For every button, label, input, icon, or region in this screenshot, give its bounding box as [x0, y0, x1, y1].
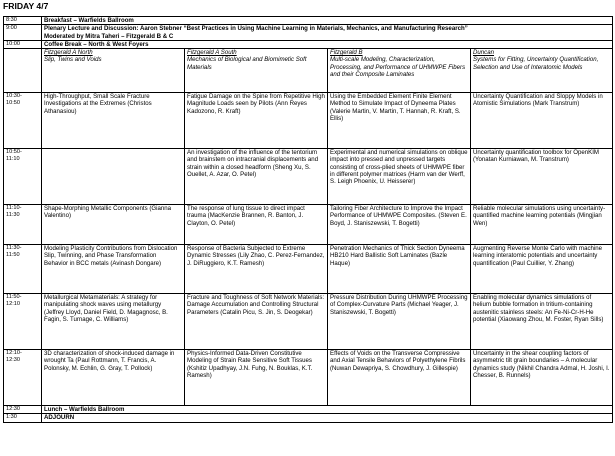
talk-cell: High-Throughput, Small Scale Fracture Investigations at the Extremes (Christos Athanasiou) [42, 93, 185, 149]
room-header [42, 49, 185, 93]
track-name: Slip, Twins and Voids [44, 56, 102, 64]
talk-cell: Fracture and Toughness of Soft Network Materials: Damage Accumulation and Controlling Structural Parameters (Catalin Picu, S. Jin, S. Deogekar) [185, 294, 328, 350]
talk-cell: Uncertainty in the shear coupling factors of asymmetric tilt grain boundaries – A molecular dynamics study (Nikhil Chandra Admal, H. Joshi, I. Chesser, B. Runnels) [471, 350, 613, 406]
coffee-row [4, 40, 613, 48]
event-cell: Breakfast – Warfields Ballroom [42, 17, 613, 25]
slot-row [4, 93, 613, 149]
time-cell: 10:30- 10:50 [4, 93, 42, 149]
room-header [185, 49, 328, 93]
adjourn-row [4, 414, 613, 422]
time-cell: 8:30 [4, 17, 42, 25]
talk-cell: Shape-Morphing Metallic Components (Gianna Valentino) [42, 205, 185, 245]
talk-cell: Tailoring Fiber Architecture to Improve the Impact Performance of UHMWPE Composites. (Steven E. Boyd, J. Staniszewski, T. Bogetti) [328, 205, 471, 245]
room-name: Fitzgerald A North [44, 49, 93, 57]
talk-cell: Enabling molecular dynamics simulations of helium bubble formation in tritium-containing austenitic stainless steels: An Fe-Ni-Cr-H-He potential (Xiaowang Zhou, M. Foster, Ryan Sills) [471, 294, 613, 350]
room-header [328, 49, 471, 93]
talk-cell: Response of Bacteria Subjected to Extreme Dynamic Stresses (Lily Zhao, C. Perez-Fernandez, J. DiRuggiero, K.T. Ramesh) [185, 245, 328, 294]
lunch-row [4, 406, 613, 414]
talk-cell: Physics-Informed Data-Driven Constitutive Modeling of Strain Rate Sensitive Soft Tissues (Kshitiz Upadhyay, J.N. Fuhg, N. Bouklas, K.T. Ramesh) [185, 350, 328, 406]
talk-cell: Uncertainty Quantification and Sloppy Models in Atomistic Simulations (Mark Transtrum) [471, 93, 613, 149]
talk-cell: Using the Embedded Element Finite Element Method to Simulate Impact of Dyneema Plates (Valerie Martin, V. Martin, T. Hannah, R. Kraft, S. Ellis) [328, 93, 471, 149]
event-cell: ADJOURN [42, 414, 613, 422]
talk-cell: 3D characterization of shock-induced damage in wrought Ta (Paul Rottmann, T. Francis, A. Polonsky, M. Echlin, G. Gray, T. Pollock) [42, 350, 185, 406]
time-cell: 10:00 [4, 40, 42, 48]
time-cell: 11:30- 11:50 [4, 245, 42, 294]
room-name: Duncan [473, 49, 495, 57]
talk-cell: Uncertainty quantification toolbox for OpenKIM (Yonatan Kurniawan, M. Transtrum) [471, 149, 613, 205]
room-name: Fitzgerald B [330, 49, 363, 57]
slot-row [4, 205, 613, 245]
time-cell: 10:50- 11:10 [4, 149, 42, 205]
plenary-moderator: Moderated by Mitra Taheri – Fitzgerald B & C [44, 32, 174, 40]
slot-row [4, 294, 613, 350]
room-header [471, 49, 613, 93]
track-name: Mechanics of Biological and Biomimetic Soft Materials [187, 56, 307, 71]
talk-cell [42, 149, 185, 205]
talk-cell: The response of lung tissue to direct impact trauma (MacKenzie Brannen, R. Banton, J. Clayton, O. Petel) [185, 205, 328, 245]
slot-row [4, 350, 613, 406]
time-cell: 11:50- 12:10 [4, 294, 42, 350]
time-cell: 1:30 [4, 414, 42, 422]
time-cell: 9:00 [4, 25, 42, 41]
schedule-table [3, 16, 613, 423]
talk-cell: Augmenting Reverse Monte Carlo with machine learning interatomic potentials and uncertainty quantification (Paul Cuillier, Y. Zhang) [471, 245, 613, 294]
time-cell: 12:10- 12:30 [4, 350, 42, 406]
track-name: Multi-scale Modeling, Characterization, Processing, and Performance of UHMWPE Fibers and their Composite Laminates [330, 56, 466, 79]
talk-cell: Modeling Plasticity Contributions from Dislocation Slip, Twinning, and Phase Transformation Behavior in BCC metals (Avinash Dongare) [42, 245, 185, 294]
room-header-row [4, 49, 613, 93]
event-cell: Lunch – Warfields Ballroom [42, 406, 613, 414]
slot-row [4, 245, 613, 294]
time-cell [4, 49, 42, 93]
day-title: FRIDAY 4/7 [3, 1, 49, 11]
talk-cell: Penetration Mechanics of Thick Section Dyneema HB210 Hard Ballistic Soft Laminates (Bazle Haque) [328, 245, 471, 294]
track-name: Systems for Fitting, Uncertainty Quantification, Selection and Use of Interatomic Models [473, 56, 599, 71]
talk-cell: Effects of Voids on the Transverse Compressive and Axial Tensile Behaviors of Polyethylene Fibrils (Nuwan Dewapriya, S. Chowdhury, J. Gillespie) [328, 350, 471, 406]
talk-cell: An investigation of the influence of the tentorium and brainstem on intracranial displacements and strain within a closed headform (Sheng Xu, S. Ouellet, A. Azar, O. Petel) [185, 149, 328, 205]
plenary-title: Plenary Lecture and Discussion: Aaron Stebner “Best Practices in Using Machine Learning in Materials, Mechanics, and Manufacturing Research” [44, 25, 468, 33]
talk-cell: Fatigue Damage on the Spine from Repetitive High Magnitude Loads seen by Pilots (Ann Reyes Kadozono, R. Kraft) [185, 93, 328, 149]
time-cell: 12:30 [4, 406, 42, 414]
breakfast-row [4, 17, 613, 25]
talk-cell: Experimental and numerical simulations on oblique impact into pressed and unpressed targets consisting of cross-plied sheets of UHMWPE fiber in different polymer matrices (Harm van der Werff, S. Leigh Phoenix, U. Heisserer) [328, 149, 471, 205]
slot-row [4, 149, 613, 205]
event-cell [42, 25, 613, 41]
room-name: Fitzgerald A South [187, 49, 237, 57]
time-cell: 11:10- 11:30 [4, 205, 42, 245]
talk-cell: Metallurgical Metamaterials: A strategy for manipulating shock waves using metallurgy (Jeffrey Lloyd, Daniel Field, D. Magagnosc, B. Fagin, S. Turnage, C. Williams) [42, 294, 185, 350]
plenary-row [4, 25, 613, 41]
talk-cell: Reliable molecular simulations using uncertainty-quantified machine learning potentials (Mingjian Wen) [471, 205, 613, 245]
event-cell: Coffee Break – North & West Foyers [42, 40, 613, 48]
talk-cell: Pressure Distribution During UHMWPE Processing of Complex-Curvature Parts (Michael Yeager, J. Staniszewski, T. Bogetti) [328, 294, 471, 350]
